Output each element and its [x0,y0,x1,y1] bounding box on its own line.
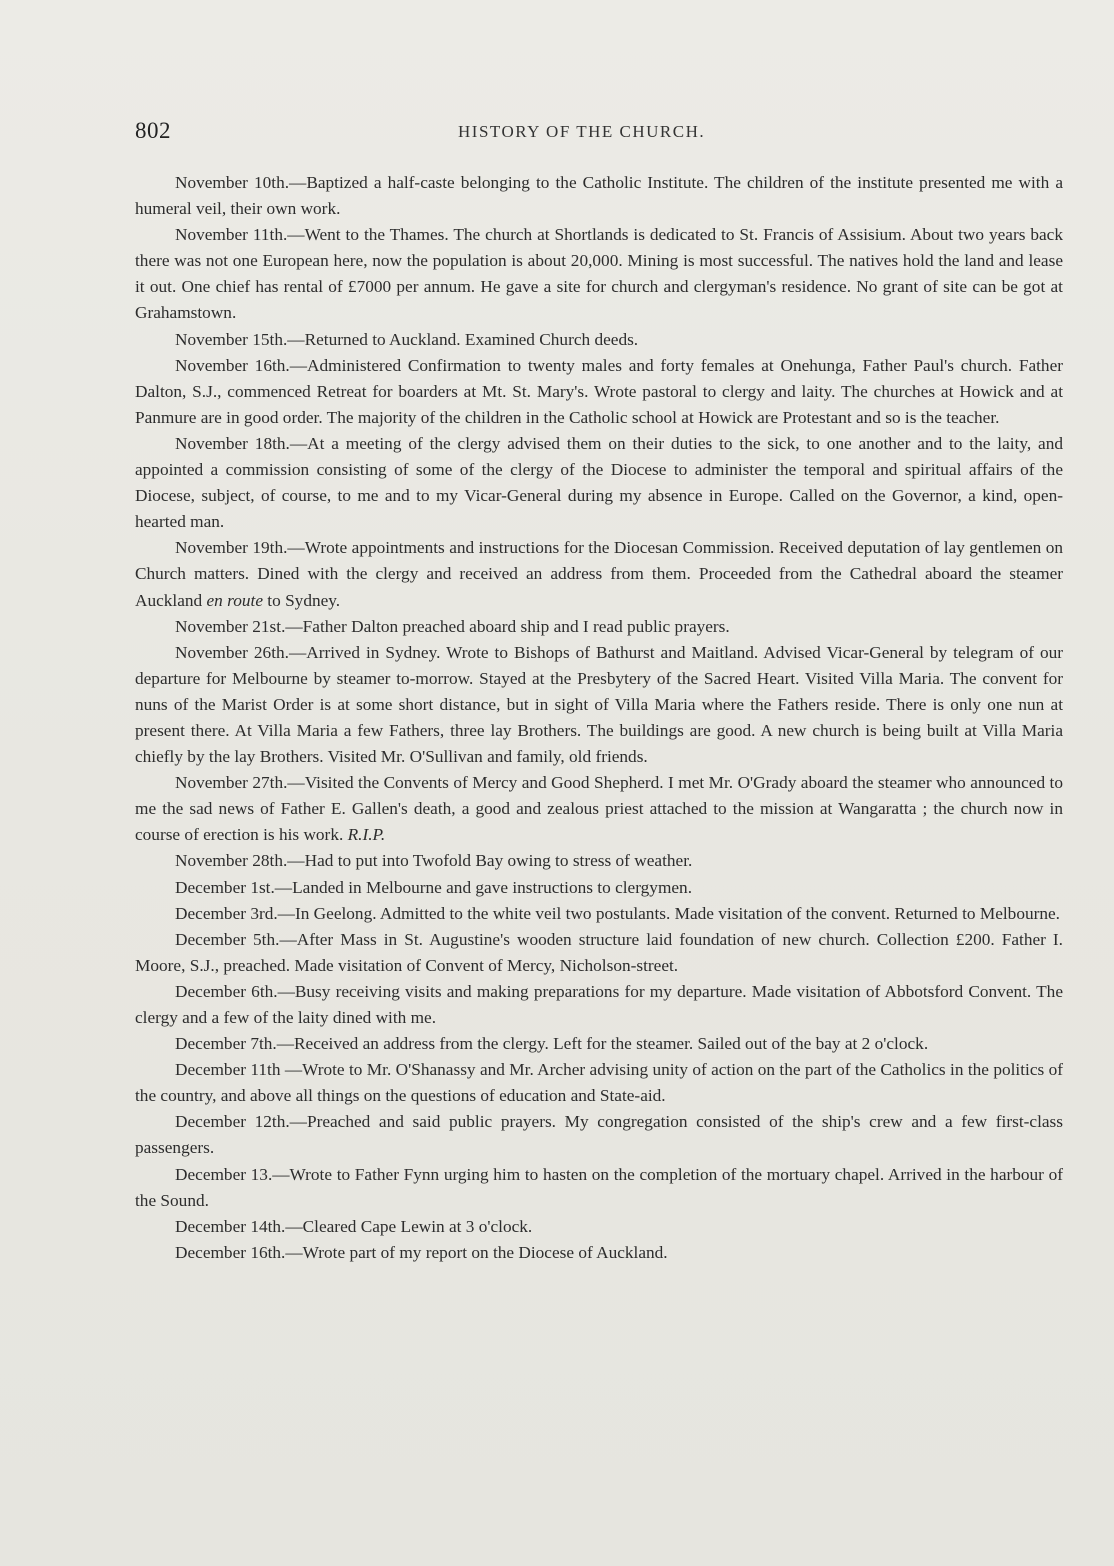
diary-entry-dec-3: December 3rd.—In Geelong. Admitted to the white veil two postulants. Made visitation of the convent. Returned to Melbourne. [175,903,1060,923]
diary-entry-dec-5: December 5th.—After Mass in St. Augustine's wooden structure laid foundation of new church. Collection £200. Father I. Moore, S.J., preached. Made visitation of Convent of Mercy, Nicholson-street. [135,929,1063,975]
diary-entry-dec-13: December 13.—Wrote to Father Fynn urging him to hasten on the completion of the mortuary chapel. Arrived in the harbour of the Sound. [135,1164,1063,1210]
diary-entry-nov-10: November 10th.—Baptized a half-caste belonging to the Catholic Institute. The children of the institute presented me with a humeral veil, their own work. [135,173,1063,219]
diary-entry-nov-18: November 18th.—At a meeting of the clergy advised them on their duties to the sick, to one another and to the laity, and appointed a commission consisting of some of the clergy of the Diocese to administer the temporal and spiritual affairs of the Diocese, subject, of course, to me and to my Vicar-General during my absence in Europe. Called on the Governor, a kind, open-hearted man. [135,433,1063,532]
entry-italic-text: en route [206,590,263,610]
diary-entry-dec-12: December 12th.—Preached and said public prayers. My congregation consisted of the ship's crew and a few first-class passengers. [135,1112,1063,1158]
entry-italic-text: R.I.P. [347,825,386,845]
journal-body [135,170,1063,1266]
diary-entry-nov-21: November 21st.—Father Dalton preached aboard ship and I read public prayers. [175,616,730,636]
diary-entry-dec-6: December 6th.—Busy receiving visits and making preparations for my departure. Made visitation of Abbotsford Convent. The clergy and a few of the laity dined with me. [135,981,1063,1027]
entry-text: to Sydney. [262,590,341,610]
diary-entry-nov-26: November 26th.—Arrived in Sydney. Wrote to Bishops of Bathurst and Maitland. Advised Vicar-General by telegram of our departure for Melbourne by steamer to-morrow. Stayed at the Presbytery of the Sacred Heart. Visited Villa Maria. The convent for nuns of the Marist Order is at some short distance, but in sight of Villa Maria where the Fathers reside. There is only one nun at present there. At Villa Maria a few Fathers, three lay Brothers. The buildings are good. A new church is being built at Villa Maria chiefly by the lay Brothers. Visited Mr. O'Sullivan and family, old friends. [135,642,1063,767]
diary-entry-nov-11: November 11th.—Went to the Thames. The church at Shortlands is dedicated to St. Francis of Assisium. About two years back there was not one European here, now the population is about 20,000. Mining is most successful. The natives hold the land and lease it out. One chief has rental of £7000 per annum. He gave a site for church and clergyman's residence. No grant of site can be got at Grahamstown. [135,225,1063,323]
diary-entry-nov-28: November 28th.—Had to put into Twofold Bay owing to stress of weather. [175,851,693,871]
diary-entry-nov-19 [135,535,1063,613]
entry-text: November 27th.—Visited the Convents of Mercy and Good Shepherd. I met Mr. O'Grady aboard the steamer who announced to me the sad news of Father E. Gallen's death, a good and zealous priest attached to the mission at Wangaratta ; the church now in course of erection is his work. [135,773,1063,845]
diary-entry-nov-16: November 16th.—Administered Confirmation to twenty males and forty females at Onehunga, Father Paul's church. Father Dalton, S.J., commenced Retreat for boarders at Mt. St. Mary's. Wrote pastoral to clergy and laity. The churches at Howick and at Panmure are in good order. The majority of the children in the Catholic school at Howick are Protestant and so is the teacher. [135,355,1063,427]
diary-entry-dec-7: December 7th.—Received an address from the clergy. Left for the steamer. Sailed out of the bay at 2 o'clock. [175,1034,929,1054]
diary-entry-dec-14: December 14th.—Cleared Cape Lewin at 3 o'clock. [175,1216,533,1236]
diary-entry-nov-27 [135,770,1063,848]
page-number: 802 [135,118,171,143]
running-title: HISTORY OF THE CHURCH. [458,122,706,141]
diary-entry-dec-11: December 11th —Wrote to Mr. O'Shanassy and Mr. Archer advising unity of action on the part of the Catholics in the politics of the country, and above all things on the questions of education and State-aid. [135,1060,1063,1106]
entry-text: November 19th.—Wrote appointments and instructions for the Diocesan Commission. Received deputation of lay gentlemen on Church matters. Dined with the clergy and received an address from them. Proceeded from the Cathedral aboard the steamer Auckland [135,538,1063,610]
diary-entry-dec-1: December 1st.—Landed in Melbourne and gave instructions to clergymen. [175,877,693,897]
diary-entry-dec-16: December 16th.—Wrote part of my report on the Diocese of Auckland. [175,1242,668,1262]
diary-entry-nov-15: November 15th.—Returned to Auckland. Examined Church deeds. [175,329,639,349]
